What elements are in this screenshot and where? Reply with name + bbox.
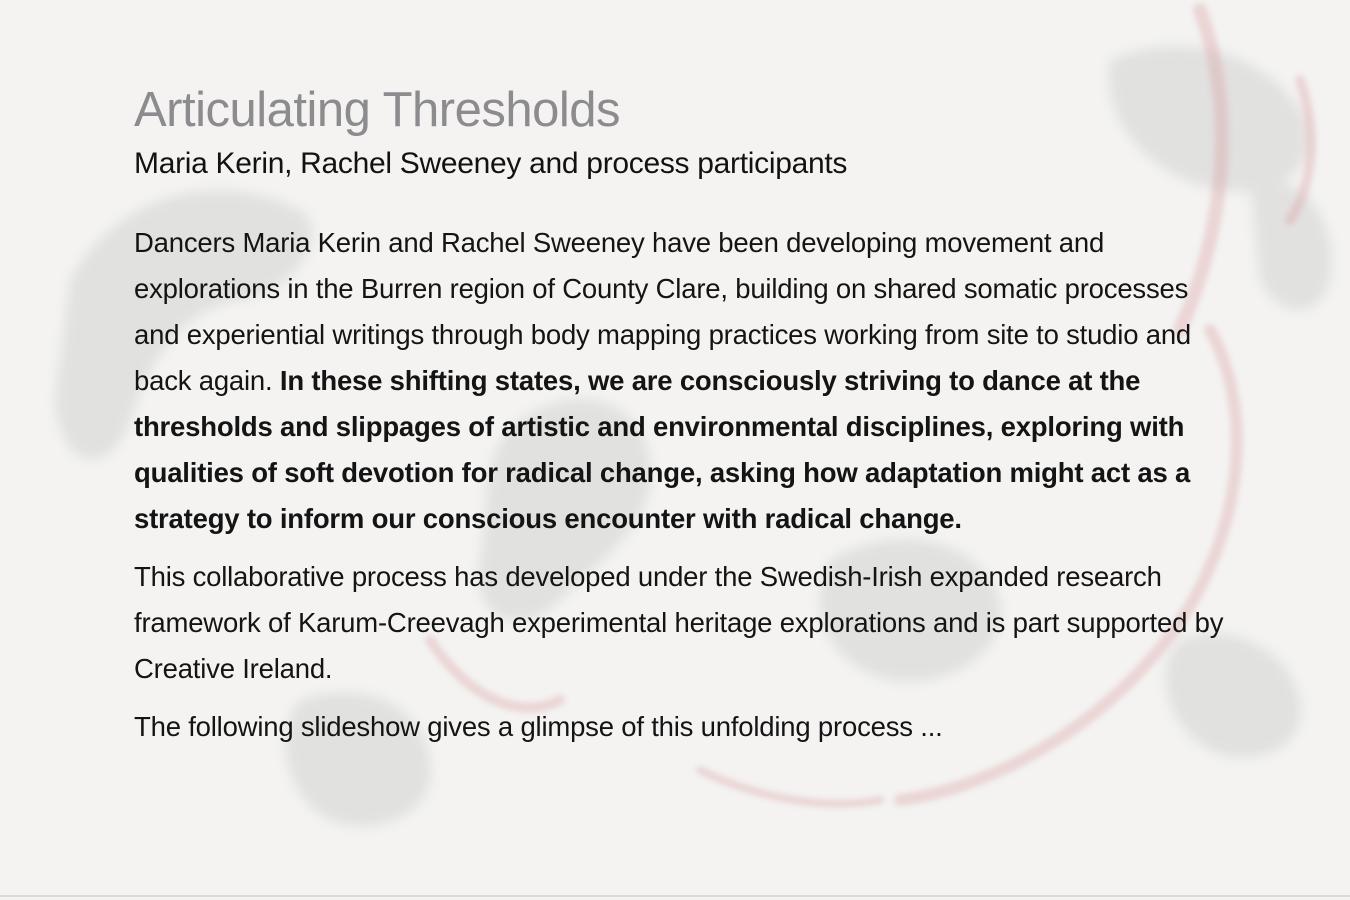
page-subtitle: Maria Kerin, Rachel Sweeney and process participants [134, 147, 848, 180]
intro-paragraph [134, 220, 1234, 542]
intro-emphasis-text: In these shifting states, we are consciously striving to dance at the thresholds and slippages of artistic and environmental disciplines, exploring with qualities of soft devotion for radical change, asking how adaptation might act as a strategy to inform our conscious encounter with radical change. [134, 365, 1191, 534]
page-title: Articulating Thresholds [134, 83, 621, 137]
framework-paragraph: This collaborative process has developed under the Swedish-Irish expanded research framework of Karum-Creevagh experimental heritage explorations and is part supported by Creative Ireland. [134, 561, 1224, 684]
intro-text: Dancers Maria Kerin and Rachel Sweeney have been developing movement and explorations in the Burren region of County Clare, building on shared somatic processes and experiential writings through body mapping practices working from site to studio and back again. [134, 227, 1192, 396]
main-content [134, 80, 1234, 750]
bottom-divider [0, 895, 1350, 897]
slideshow-intro-paragraph: The following slideshow gives a glimpse of this unfolding process ... [134, 711, 943, 742]
